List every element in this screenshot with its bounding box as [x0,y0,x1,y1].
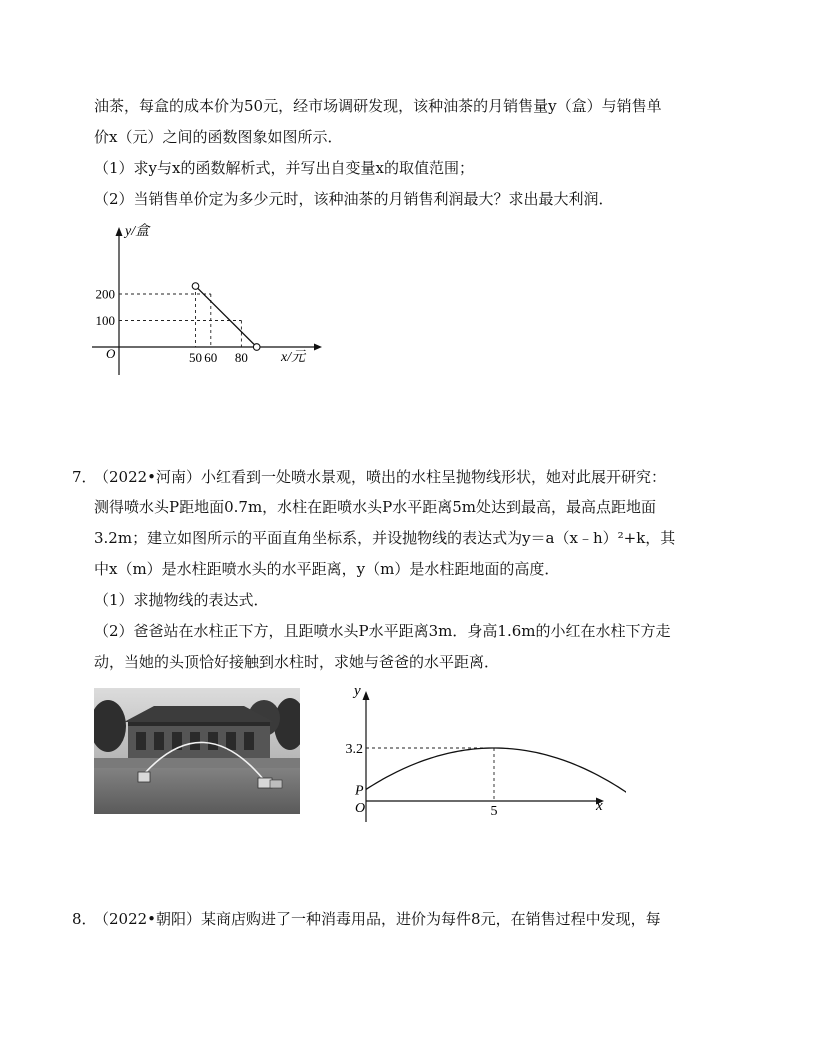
price-sales-chart [88,218,328,378]
y-axis-label: y/盒 [125,224,150,239]
problem8-line1: （2022•朝阳）某商店购进了一种消毒用品，进价为每件8元，在销售过程中发现，每 [94,910,661,928]
open-endpoint-start [192,283,199,290]
problem7-line1: （2022•河南）小红看到一处喷水景观，喷出的水柱呈抛物线形状，她对此展开研究： [94,468,667,486]
problem7-number: 7． [72,468,97,486]
problem7-question2a: （2）爸爸站在水柱正下方，且距喷水头P水平距离3m．身高1.6m的小红在水柱下方走 [94,622,671,640]
problem7-line3: 3.2m；建立如图所示的平面直角坐标系，并设抛物线的表达式为y＝a（x﹣h）²+k，其 [94,529,676,547]
problem6-question2: （2）当销售单价定为多少元时，该种油茶的月销售利润最大？求出最大利润． [94,190,614,208]
problem6-line2: 价x（元）之间的函数图象如图所示． [94,128,343,146]
problem7-line4: 中x（m）是水柱距喷水头的水平距离，y（m）是水柱距地面的高度． [94,560,560,578]
problem8-number: 8． [72,910,97,928]
y-tick-label: 200 [95,286,115,302]
x-axis-label: x [596,798,603,814]
problem6-line1: 油茶，每盒的成本价为50元，经市场调研发现，该种油茶的月销售量y（盒）与销售单 [94,97,662,115]
x-axis-label: x/元 [281,350,306,365]
problem7-line2: 测得喷水头P距地面0.7m，水柱在距喷水头P水平距离5m处达到最高，最高点距地面 [94,498,657,516]
origin-label: O [106,346,116,361]
x-tick-label: 60 [204,350,218,365]
open-endpoint-end [253,344,260,351]
point-p-label: P [355,783,364,799]
fountain-photo-icon [94,688,300,814]
y-tick-label: 3.2 [345,742,363,758]
y-axis-label: y [354,683,361,699]
sales-line [196,286,257,347]
water-parabola [366,748,626,801]
x-tick-label: 5 [490,804,498,819]
x-tick-label: 50 [189,350,202,365]
problem7-question1: （1）求抛物线的表达式． [94,591,269,609]
y-axis-arrow [116,227,123,236]
problem6-question1: （1）求y与x的函数解析式，并写出自变量x的取值范围； [94,159,474,177]
problem7-question2b: 动，当她的头顶恰好接触到水柱时，求她与爸爸的水平距离． [94,653,500,671]
x-axis-arrow [314,344,322,351]
y-axis-arrow [363,691,370,700]
parabola-chart [336,680,626,830]
y-tick-label: 100 [95,313,115,328]
x-tick-label: 80 [234,350,248,365]
origin-label: O [355,801,366,816]
